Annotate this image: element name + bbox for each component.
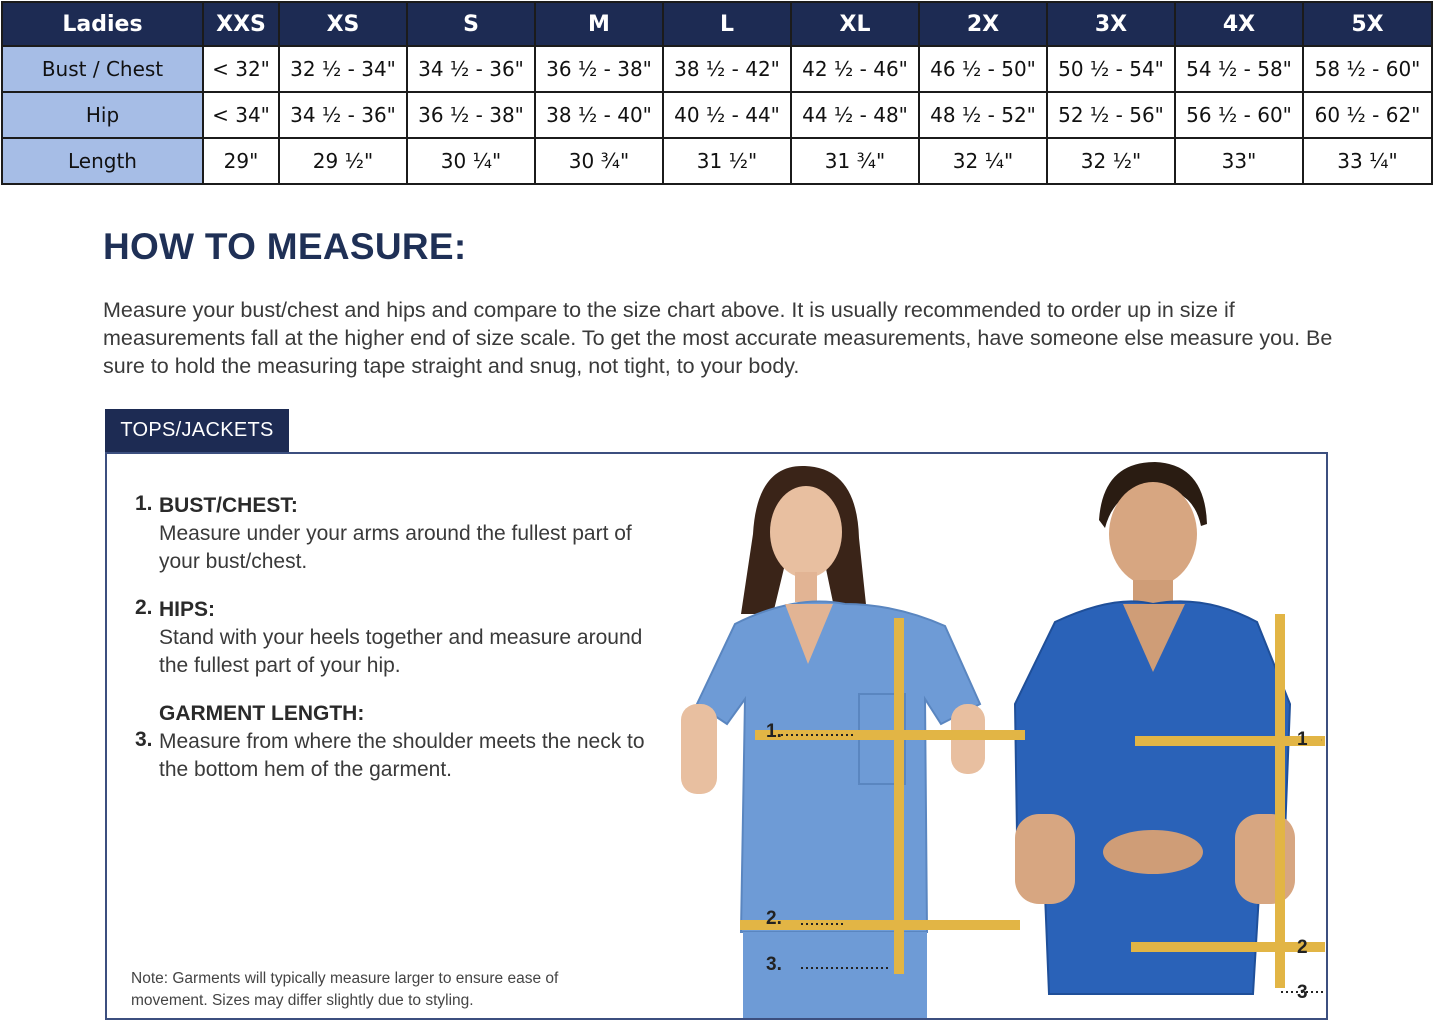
table-cell: 30 ¼" — [407, 138, 535, 184]
header-m: M — [535, 2, 663, 46]
table-cell: 46 ½ - 50" — [919, 46, 1047, 92]
table-row — [2, 46, 1432, 92]
table-cell: 60 ½ - 62" — [1303, 92, 1432, 138]
garment-note: Note: Garments will typically measure larger to ensure ease of movement. Sizes may differ slightly due to styling. — [131, 970, 559, 1009]
row-label-bust: Bust / Chest — [2, 46, 203, 92]
header-3x: 3X — [1047, 2, 1175, 46]
step-title: GARMENT LENGTH: — [159, 702, 365, 725]
header-l: L — [663, 2, 791, 46]
marker-right-1: 1 — [1297, 729, 1308, 750]
step-description: Measure under your arms around the fullest part of your bust/chest. — [159, 522, 632, 573]
header-ladies: Ladies — [2, 2, 203, 46]
intro-paragraph: Measure your bust/chest and hips and compare to the size chart above. It is usually recommended to order up in size if measurements fall at the higher end of size scale. To get the most accurate measurements, have someone else measure you. Be sure to hold the measuring tape straight and snug, not tight, to your body. — [103, 298, 1333, 378]
table-cell: 44 ½ - 48" — [791, 92, 919, 138]
table-row — [2, 138, 1432, 184]
header-s: S — [407, 2, 535, 46]
table-cell: 29" — [203, 138, 279, 184]
table-cell: 56 ½ - 60" — [1175, 92, 1303, 138]
marker-right-2: 2 — [1297, 937, 1308, 958]
row-label-length: Length — [2, 138, 203, 184]
table-cell: < 32" — [203, 46, 279, 92]
row-label-hip: Hip — [2, 92, 203, 138]
table-cell: 42 ½ - 46" — [791, 46, 919, 92]
header-xxs: XXS — [203, 2, 279, 46]
table-cell: 34 ½ - 36" — [279, 92, 407, 138]
table-cell: 30 ¾" — [535, 138, 663, 184]
step-bust-chest — [135, 492, 655, 576]
marker-left-3: 3. — [766, 954, 782, 975]
step-garment-length — [135, 700, 655, 784]
step-description: Measure from where the shoulder meets the neck to the bottom hem of the garment. — [159, 730, 645, 781]
table-cell: 34 ½ - 36" — [407, 46, 535, 92]
table-row — [2, 92, 1432, 138]
woman-figure — [681, 466, 985, 1020]
table-cell: 38 ½ - 40" — [535, 92, 663, 138]
table-cell: 33 ¼" — [1303, 138, 1432, 184]
size-chart-table — [1, 1, 1433, 185]
table-cell: 31 ¾" — [791, 138, 919, 184]
measuring-illustration — [645, 454, 1325, 1020]
table-cell: 38 ½ - 42" — [663, 46, 791, 92]
measure-steps — [135, 492, 655, 804]
step-number: 2. — [135, 596, 153, 619]
marker-left-1: 1. — [766, 721, 782, 742]
table-cell: 52 ½ - 56" — [1047, 92, 1175, 138]
table-cell: 32 ¼" — [919, 138, 1047, 184]
man-figure — [1015, 462, 1295, 994]
table-cell: 50 ½ - 54" — [1047, 46, 1175, 92]
table-cell: < 34" — [203, 92, 279, 138]
header-xs: XS — [279, 2, 407, 46]
table-cell: 31 ½" — [663, 138, 791, 184]
step-number: 1. — [135, 492, 153, 515]
table-cell: 48 ½ - 52" — [919, 92, 1047, 138]
table-cell: 29 ½" — [279, 138, 407, 184]
header-5x: 5X — [1303, 2, 1432, 46]
table-cell: 33" — [1175, 138, 1303, 184]
marker-right-3: 3 — [1297, 982, 1308, 1003]
step-title: BUST/CHEST: — [159, 494, 298, 517]
table-cell: 36 ½ - 38" — [407, 92, 535, 138]
table-cell: 32 ½ - 34" — [279, 46, 407, 92]
step-description: Stand with your heels together and measure around the fullest part of your hip. — [159, 626, 643, 677]
step-hips — [135, 596, 655, 680]
table-cell: 32 ½" — [1047, 138, 1175, 184]
size-header-row — [2, 2, 1432, 46]
tops-jackets-panel — [105, 452, 1328, 1020]
header-4x: 4X — [1175, 2, 1303, 46]
step-title: HIPS: — [159, 598, 216, 621]
header-xl: XL — [791, 2, 919, 46]
step-number: 3. — [135, 728, 153, 751]
marker-left-2: 2. — [766, 908, 782, 929]
woman-scrubs — [697, 602, 980, 933]
table-cell: 54 ½ - 58" — [1175, 46, 1303, 92]
tops-jackets-tab: TOPS/JACKETS — [105, 409, 289, 452]
table-cell: 40 ½ - 44" — [663, 92, 791, 138]
table-cell: 36 ½ - 38" — [535, 46, 663, 92]
page-title: HOW TO MEASURE: — [103, 226, 467, 267]
header-2x: 2X — [919, 2, 1047, 46]
table-cell: 58 ½ - 60" — [1303, 46, 1432, 92]
